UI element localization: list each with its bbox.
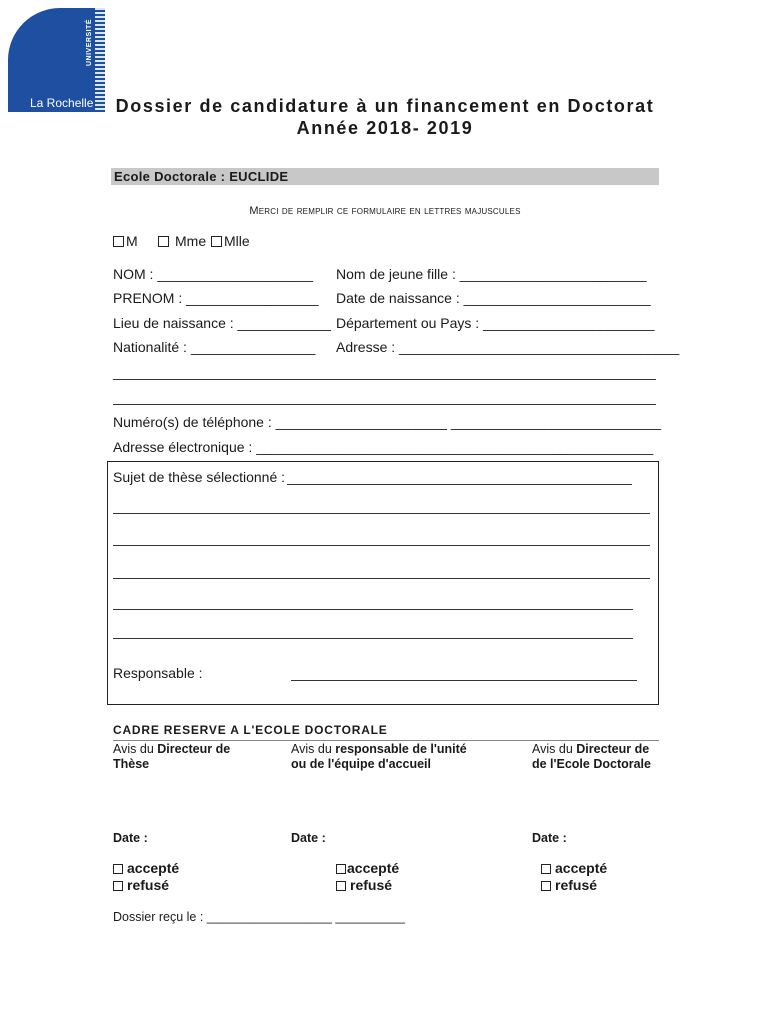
sujet-line-1[interactable]	[113, 513, 650, 514]
accepte-option-3[interactable]	[541, 860, 607, 877]
decision-3	[541, 860, 607, 894]
nom-field[interactable]: NOM : ____________________	[113, 266, 314, 282]
prenom-field[interactable]: PRENOM : _________________	[113, 290, 319, 306]
avis-responsable-unite	[291, 742, 467, 772]
instructions-text: Merci de remplir ce formulaire en lettres majuscules	[249, 205, 521, 217]
nationalite-field[interactable]: Nationalité : ________________	[113, 339, 316, 355]
accepte-label-2: accepté	[347, 860, 400, 876]
civilite-mlle-label: Mlle	[224, 233, 250, 249]
departement-field[interactable]: Département ou Pays : ______________________	[336, 315, 655, 331]
refuse-option-2[interactable]	[336, 877, 399, 894]
logo-name: La Rochelle	[30, 96, 94, 110]
responsable-line[interactable]	[291, 680, 637, 681]
refuse-option-3[interactable]	[541, 877, 607, 894]
avis-role: Directeur de	[576, 742, 650, 756]
avis-directeur-these	[113, 742, 230, 772]
responsable-label: Responsable :	[113, 665, 203, 681]
adresse-line-2[interactable]	[113, 404, 656, 405]
logo-top-text: UNIVERSITÉ	[86, 18, 93, 66]
ecole-doctorale: Ecole Doctorale : EUCLIDE	[114, 169, 289, 184]
refuse-label-3: refusé	[555, 877, 598, 893]
avis-role-line2: de l'Ecole Doctorale	[532, 757, 651, 771]
accepte-label-1: accepté	[127, 860, 180, 876]
date-label-3: Date :	[532, 831, 567, 845]
adresse-field[interactable]: Adresse : ____________________________________	[336, 339, 680, 355]
cadre-title: CADRE RESERVE A L'ECOLE DOCTORALE	[113, 723, 388, 737]
sujet-label: Sujet de thèse sélectionné :	[113, 469, 286, 485]
adresse-continuation: _	[113, 364, 121, 380]
refuse-label-2: refusé	[350, 877, 393, 893]
checkbox-mlle[interactable]	[211, 236, 222, 247]
accepte-option-1[interactable]	[113, 860, 179, 877]
accepte-label-3: accepté	[555, 860, 608, 876]
avis-prefix: Avis du	[291, 742, 336, 756]
sujet-line-0[interactable]	[287, 484, 632, 485]
avis-role-line2: ou de l'équipe d'accueil	[291, 757, 432, 771]
checkbox-m[interactable]	[113, 236, 124, 247]
sujet-line-3[interactable]	[113, 578, 650, 579]
checkbox-refuse-2[interactable]	[336, 881, 346, 891]
dossier-recu-field[interactable]: Dossier reçu le : __________________ __________	[113, 910, 405, 924]
checkbox-accepte-3[interactable]	[541, 864, 551, 874]
checkbox-mme[interactable]	[158, 236, 169, 247]
document-title: Dossier de candidature à un financement en Doctorat	[115, 96, 655, 116]
checkbox-refuse-3[interactable]	[541, 881, 551, 891]
checkbox-refuse-1[interactable]	[113, 881, 123, 891]
avis-prefix: Avis du	[532, 742, 577, 756]
avis-role: responsable de l'unité	[335, 742, 467, 756]
sujet-line-5[interactable]	[113, 638, 633, 639]
date-label-2: Date :	[291, 831, 326, 845]
cadre-divider	[113, 740, 659, 741]
telephone-field[interactable]: Numéro(s) de téléphone : ______________________ ___________________________	[113, 414, 662, 430]
avis-directeur-ecole	[532, 742, 651, 772]
refuse-option-1[interactable]	[113, 877, 179, 894]
date-naissance-field[interactable]: Date de naissance : ________________________	[336, 290, 651, 306]
decision-1	[113, 860, 179, 894]
instructions	[0, 205, 770, 217]
civilite-mme[interactable]	[158, 233, 206, 249]
date-label-1: Date :	[113, 831, 148, 845]
avis-role: Directeur de	[157, 742, 231, 756]
checkbox-accepte-1[interactable]	[113, 864, 123, 874]
lieu-naissance-field[interactable]: Lieu de naissance : ____________	[113, 315, 331, 331]
civilite-mlle[interactable]	[211, 233, 250, 249]
document-year: Année 2018- 2019	[296, 118, 474, 138]
adresse-line-1[interactable]	[119, 379, 656, 380]
accepte-option-2[interactable]	[336, 860, 399, 877]
decision-2	[336, 860, 399, 894]
refuse-label-1: refusé	[127, 877, 170, 893]
avis-role-line2: Thèse	[113, 757, 150, 771]
avis-prefix: Avis du	[113, 742, 158, 756]
civilite-mme-label: Mme	[175, 233, 207, 249]
sujet-line-2[interactable]	[113, 545, 650, 546]
email-field[interactable]: Adresse électronique : ___________________________________________________	[113, 439, 654, 455]
sujet-line-4[interactable]	[113, 609, 633, 610]
civilite-m-label: M	[126, 233, 138, 249]
civilite-m[interactable]	[113, 233, 138, 249]
nom-jeune-fille-field[interactable]: Nom de jeune fille : ________________________	[336, 266, 647, 282]
checkbox-accepte-2[interactable]	[336, 864, 346, 874]
